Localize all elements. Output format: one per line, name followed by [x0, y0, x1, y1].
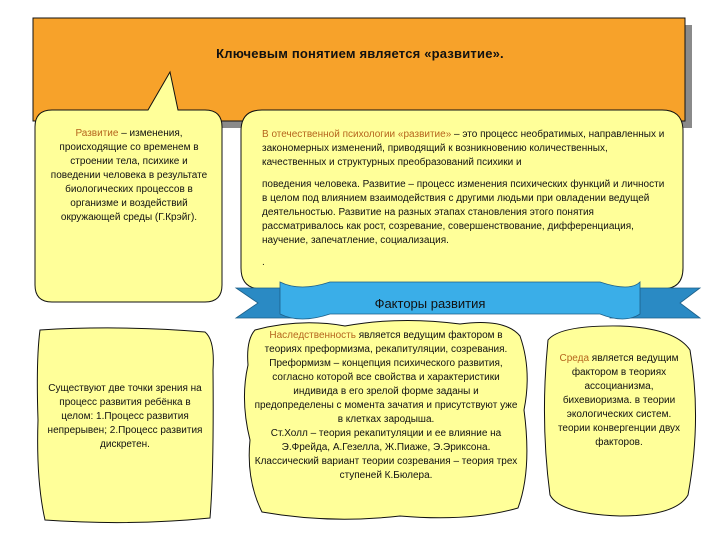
left-callout-text: [48, 127, 210, 225]
bottom-middle-text: [254, 329, 518, 483]
right-callout-term: В отечественной психологии «развитие»: [262, 129, 452, 140]
right-callout-dot: .: [262, 257, 265, 268]
bottom-middle-paragraph-4: Классический вариант теории созревания – теория трех ступеней К.Бюлера.: [254, 456, 518, 481]
bottom-middle-body-1: является ведущим фактором в теориях преформизма, рекапитуляции, созревания.: [264, 330, 508, 355]
bottom-middle-paragraph-2: Преформизм – концепция психического развития, согласно которой все свойства и характеристики индивида в его зрелой форме заданы и предопределены с момента зачатия и присутствуют уже в клетках зародыша.: [254, 358, 518, 425]
bottom-middle-paragraph-1: [254, 329, 518, 357]
bottom-middle-term: Наследственность: [269, 330, 356, 341]
bottom-right-body: является ведущим фактором в теориях ассоцианизма, бихевиоризма. в теории экологических систем. теории конвергенции двух факторов.: [557, 353, 681, 448]
right-callout-paragraph-2: поведения человека. Развитие – процесс изменения психических функций и личности в целом под влиянием взаимодействия с другими людьми при овладении ведущей деятельностью. Развитие на разных этапах становления этого понятия рассматривалось как рост, созревание, совершенствование, дифференциация, научение, запечатление, социализация.: [262, 179, 665, 246]
left-callout-term: Развитие: [75, 128, 119, 139]
right-callout-body-1: – это процесс необратимых, направленных и закономерных изменений, приводящий к возникновению количественных, качественных и структурных преобразований психики и: [262, 129, 665, 168]
bottom-right-text: [553, 352, 685, 450]
bottom-right-term: Среда: [559, 353, 590, 364]
bottom-left-text: Существуют две точки зрения на процесс развития ребёнка в целом: 1.Процесс развития непрерывен; 2.Процесс развития дискретен.: [47, 383, 203, 450]
bottom-middle-paragraph-3: Ст.Холл – теория рекапитуляции и ее влияние на Э.Фрейда, А.Гезелла, Ж.Пиаже, Э.Эриксона.: [270, 428, 502, 453]
right-callout-paragraph-1: [262, 128, 672, 170]
left-callout-body: – изменения, происходящие со временем в строении тела, психике и поведении человека в результате биологических процессов в организме и воздействий окружающей среды (Г.Крэйг).: [50, 128, 208, 223]
right-callout-text: [262, 128, 672, 270]
header-title: Ключевым понятием является «развитие».: [216, 46, 504, 61]
ribbon-label: Факторы развития: [374, 296, 486, 311]
header-box: [33, 18, 685, 121]
